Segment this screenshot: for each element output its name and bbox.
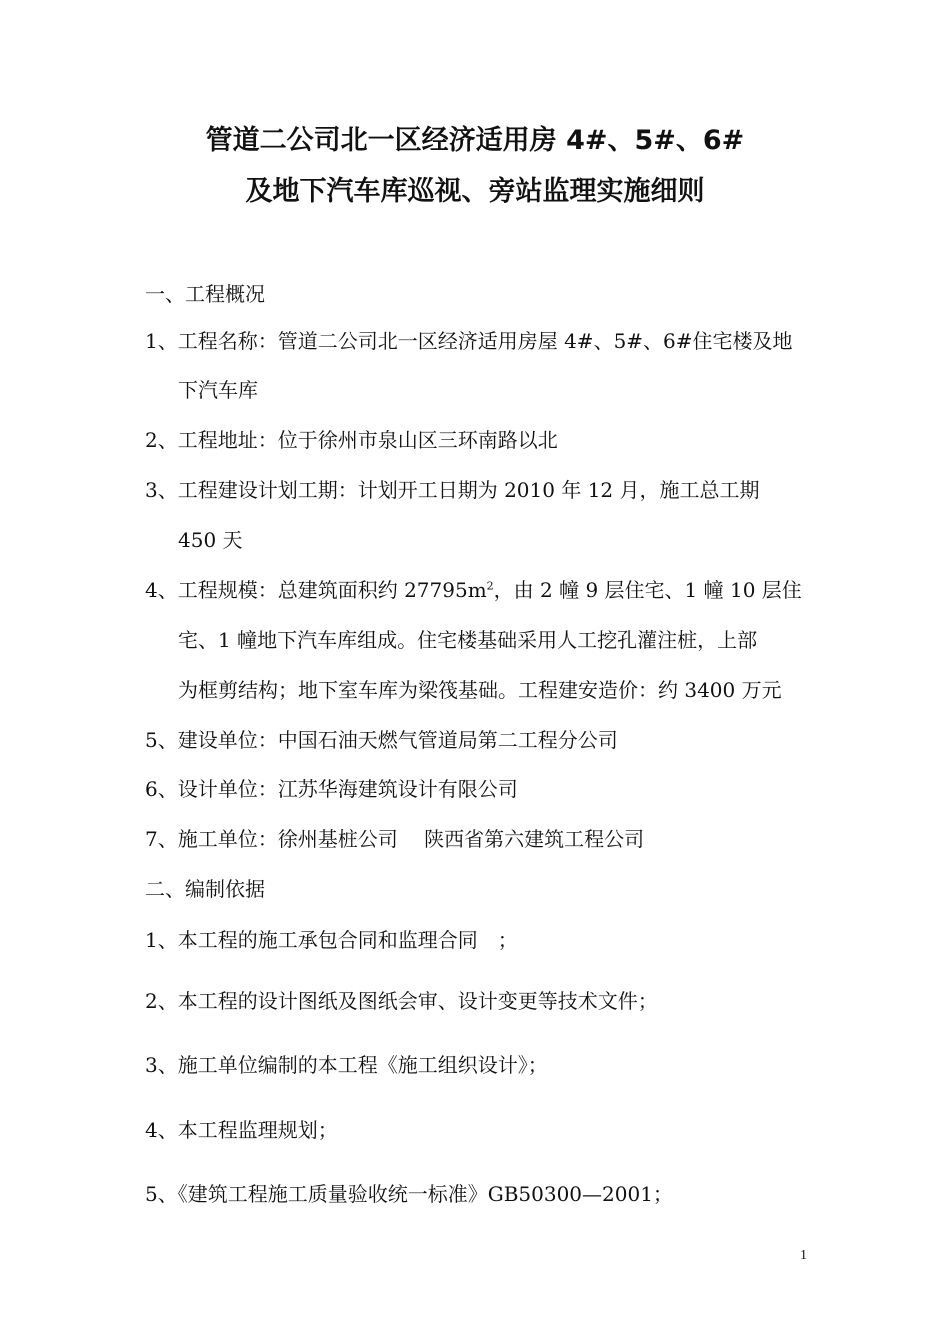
- overview-item-4-continued: 宅、1 幢地下汽车库组成。住宅楼基础采用人工挖孔灌注桩，上部: [178, 628, 758, 652]
- section-heading-basis: 二、编制依据: [145, 877, 265, 901]
- overview-item-4: [145, 576, 802, 604]
- section-heading-overview: 一、工程概况: [145, 282, 265, 306]
- overview-item-1: 1、工程名称：管道二公司北一区经济适用房屋 4#、5#、6#住宅楼及地: [145, 329, 793, 353]
- overview-item-2: 2、工程地址：位于徐州市泉山区三环南路以北: [145, 428, 558, 452]
- basis-item-2: 2、本工程的设计图纸及图纸会审、设计变更等技术文件；: [145, 989, 658, 1013]
- overview-item-5: 5、建设单位：中国石油天燃气管道局第二工程分公司: [145, 728, 618, 752]
- basis-item-1: 1、本工程的施工承包合同和监理合同 ；: [145, 928, 518, 952]
- overview-item-4-text-rest: ，由 2 幢 9 层住宅、1 幢 10 层住: [493, 578, 802, 602]
- document-title-line-1: 管道二公司北一区经济适用房 4#、5#、6#: [205, 125, 745, 156]
- overview-item-4-text: 4、工程规模：总建筑面积约 27795m: [145, 578, 487, 602]
- basis-item-4: 4、本工程监理规划；: [145, 1118, 338, 1142]
- superscript-exponent: 2: [486, 579, 494, 593]
- overview-item-1-continued: 下汽车库: [178, 378, 258, 402]
- overview-item-4-continued-2: 为框剪结构；地下室车库为梁筏基础。工程建安造价：约 3400 万元: [178, 678, 782, 702]
- overview-item-3-continued: 450 天: [178, 528, 243, 552]
- page-number: 1: [800, 1248, 807, 1263]
- overview-item-6: 6、设计单位：江苏华海建筑设计有限公司: [145, 777, 518, 801]
- document-title-line-2: 及地下汽车库巡视、旁站监理实施细则: [245, 176, 705, 207]
- overview-item-7: 7、施工单位：徐州基桩公司 陕西省第六建筑工程公司: [145, 827, 645, 851]
- overview-item-3: 3、工程建设计划工期：计划开工日期为 2010 年 12 月，施工总工期: [145, 478, 760, 502]
- basis-item-5: 5、《建筑工程施工质量验收统一标准》GB50300—2001；: [145, 1182, 673, 1206]
- basis-item-3: 3、施工单位编制的本工程《施工组织设计》；: [145, 1053, 548, 1077]
